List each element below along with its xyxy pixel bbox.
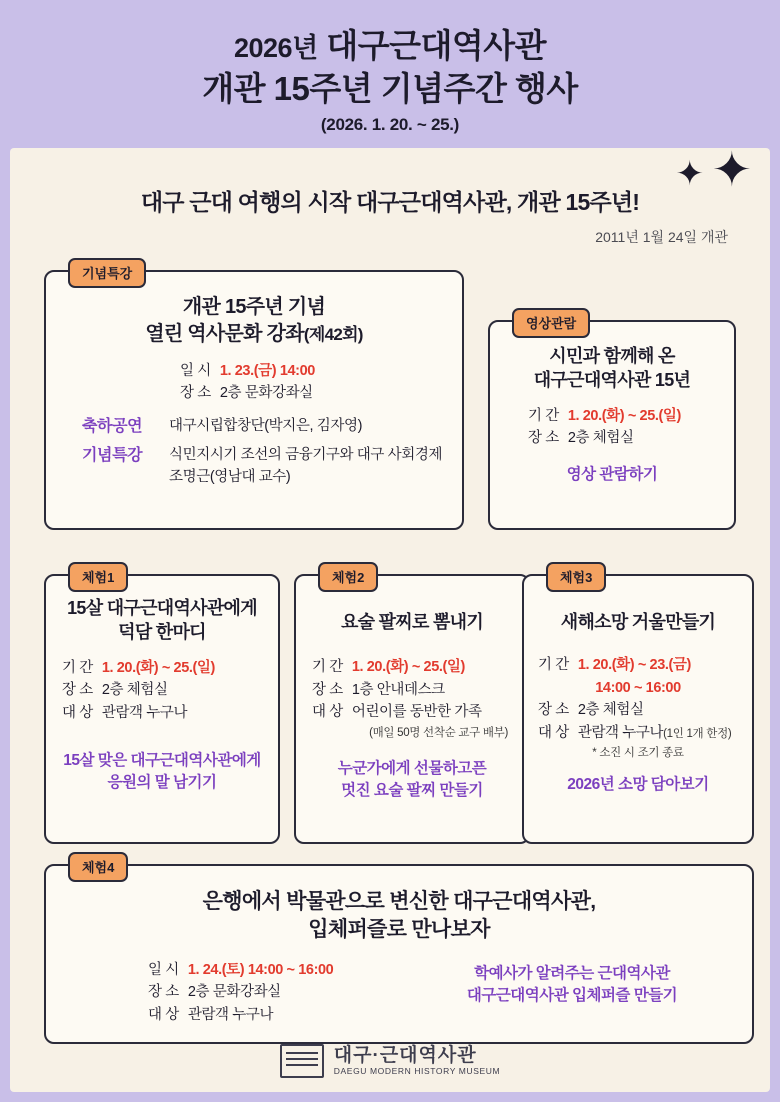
- value-period-start-day: (화): [601, 407, 625, 424]
- value-period-start-day: (화): [135, 659, 159, 676]
- value-period-end: ~ 25.: [408, 659, 443, 676]
- card-video-tag: 영상관람: [512, 308, 590, 338]
- value-place: 2층 체험실: [101, 682, 168, 699]
- value-target: 관람객 누구나: [577, 724, 664, 741]
- label-place: 장 소: [528, 430, 559, 447]
- value-date: 1. 24.: [187, 961, 222, 978]
- poster-dates: (2026. 1. 20. ~ 25.): [320, 114, 460, 134]
- label-place: 장 소: [312, 681, 343, 698]
- value-special-line2: 조명근(영남대 교수): [169, 469, 291, 486]
- card-video-row-period: [528, 405, 718, 427]
- card-video-row-place: [528, 427, 718, 449]
- label-target: 대 상: [312, 704, 343, 721]
- card-lecture-row-performance: [82, 415, 444, 440]
- value-time: 14:00 ~ 16:00: [244, 961, 334, 978]
- value-time: 14:00: [276, 363, 315, 379]
- value-period-start: 1. 20.: [101, 659, 136, 676]
- poster-header: [0, 0, 780, 148]
- card-experience-4-footer-line1: 학예사가 알려주는 근대역사관: [474, 964, 670, 982]
- card-lecture-tag: 기념특강: [68, 258, 146, 288]
- label-period: 기 간: [62, 659, 93, 676]
- row-target: [312, 701, 512, 723]
- value-period-start-day: (화): [611, 657, 635, 674]
- value-date: 1. 23.: [219, 363, 254, 379]
- card-experience-2: [294, 570, 530, 844]
- card-experience-3-footer-line1: 2026년 소망 담아보기: [567, 776, 709, 794]
- label-place: 장 소: [538, 702, 569, 719]
- label-target: 대 상: [538, 724, 569, 741]
- label-period: 기 간: [528, 407, 559, 424]
- poster-title-line2: 개관 15주년 기념주간 행사: [202, 70, 578, 108]
- value-period-start: 1. 20.: [567, 407, 602, 424]
- card-experience-1-info: [62, 657, 262, 724]
- label-target: 대 상: [62, 704, 93, 721]
- row-period: [312, 656, 512, 678]
- card-experience-4-footer-line2: 대구근대역사관 입체퍼즐 만들기: [466, 987, 678, 1005]
- card-lecture-row-place: [180, 382, 444, 404]
- row-place: [312, 679, 512, 701]
- value-place: 2층 체험실: [577, 702, 644, 719]
- card-experience-3-note: * 소진 시 조기 종료: [592, 747, 684, 760]
- title-main: 대구근대역사관: [326, 27, 546, 65]
- card-experience-2-title: [312, 610, 512, 634]
- card-experience-1-tag: 체험1: [68, 562, 128, 592]
- museum-logo-en: DAEGU MODERN HISTORY MUSEUM: [333, 1065, 501, 1076]
- value-place: 2층 체험실: [567, 430, 634, 447]
- card-experience-4-title-line2: 입체퍼즐로 만나보자: [308, 918, 490, 942]
- sparkle-icon-large: ✦: [711, 144, 752, 197]
- value-period-end: ~ 25.: [624, 407, 659, 424]
- sparkle-icon-small: ✦: [675, 155, 704, 193]
- row-target: [538, 722, 738, 744]
- card-experience-3-title-line1: 새해소망 거울만들기: [560, 612, 716, 632]
- value-period-start: 1. 20.: [577, 657, 612, 674]
- card-experience-1-footer: [62, 750, 262, 795]
- label-period: 기 간: [312, 659, 343, 676]
- card-video-info: [506, 405, 718, 450]
- intro-subheadline: 2011년 1월 24일 개관: [595, 229, 728, 245]
- value-period-end-day: (금): [668, 657, 691, 674]
- card-experience-2-footer-line1: 누군가에게 선물하고픈: [337, 759, 487, 777]
- card-experience-4-title-line1: 은행에서 박물관으로 변신한 대구근대역사관,: [202, 890, 596, 913]
- value-period-end-day: (일): [192, 659, 215, 676]
- card-lecture-title-line2: 열린 역사문화 강좌: [145, 323, 304, 345]
- card-experience-4: [44, 860, 754, 1044]
- label-target: 대 상: [148, 1006, 179, 1023]
- value-target: 관람객 누구나: [187, 1006, 274, 1023]
- value-target-note: (1인 1개 한정): [663, 727, 732, 740]
- label-place: 장 소: [180, 385, 211, 402]
- card-experience-1-footer-line2: 응원의 말 남기기: [107, 774, 217, 792]
- row-place: [62, 679, 262, 701]
- card-experience-1: [44, 570, 280, 844]
- poster-title-line1: [234, 27, 546, 65]
- row-target: [62, 702, 262, 724]
- value-period-end: ~ 25.: [158, 659, 193, 676]
- label-period: 기 간: [538, 657, 569, 674]
- value-place: 2층 문화강좌실: [219, 385, 313, 402]
- value-special-line1: 식민지시기 조선의 금융기구와 대구 사회경제: [169, 446, 443, 463]
- intro-headline: 대구 근대 여행의 시작 대구근대역사관, 개관 15주년!: [140, 189, 640, 215]
- value-period-end-day: (일): [658, 407, 681, 424]
- card-experience-3-footer: [538, 774, 738, 796]
- card-experience-2-note: (매일 50명 선착순 교구 배부): [369, 726, 508, 739]
- title-year: 2026년: [234, 33, 318, 64]
- value-performance: 대구시립합창단(박지은, 김자영): [169, 417, 363, 434]
- value-period-end: ~ 23.: [634, 657, 669, 674]
- label-datetime: 일 시: [180, 363, 211, 379]
- row-time: [538, 677, 738, 699]
- museum-logo: [10, 1044, 770, 1078]
- card-experience-1-title-line2: 덕담 한마디: [118, 622, 206, 643]
- card-experience-2-title-line1: 요술 팔찌로 뽐내기: [340, 612, 484, 632]
- museum-logo-kr: 대구·근대역사관: [333, 1044, 477, 1066]
- value-date-day: (토): [221, 961, 245, 978]
- card-video-title: [506, 344, 718, 393]
- label-datetime: 일 시: [148, 961, 179, 978]
- card-lecture-row-special: [82, 444, 444, 489]
- value-place: 2층 문화강좌실: [187, 984, 281, 1001]
- card-lecture-row-datetime: [180, 360, 444, 382]
- label-performance: 축하공연: [82, 417, 143, 435]
- card-experience-2-footer-line2: 멋진 요술 팔찌 만들기: [341, 782, 483, 800]
- card-experience-1-footer-line1: 15살 맞은 대구근대역사관에게: [63, 752, 261, 769]
- card-experience-1-title: [62, 596, 262, 645]
- row-period: [538, 654, 738, 676]
- card-lecture-title-suffix: (제42회): [303, 325, 363, 344]
- poster-body: [10, 144, 770, 1092]
- card-experience-1-title-line1: 15살 대구근대역사관에게: [67, 598, 257, 618]
- value-period-start: 1. 20.: [351, 659, 386, 676]
- card-experience-4-footer: [412, 959, 732, 1008]
- card-video-title-line1: 시민과 함께해 온: [549, 346, 675, 366]
- row-period: [62, 657, 262, 679]
- card-video-footer: 영상 관람하기: [566, 465, 658, 483]
- row-datetime: [148, 959, 396, 981]
- card-lecture-extra: [64, 415, 444, 489]
- row-target: [148, 1004, 396, 1026]
- card-experience-3-info: [538, 654, 738, 760]
- card-experience-4-info: [66, 959, 396, 1026]
- value-place: 1층 안내데스크: [351, 681, 445, 698]
- card-video-title-line2: 대구근대역사관 15년: [533, 370, 691, 391]
- label-special: 기념특강: [82, 446, 143, 464]
- card-video: [488, 316, 736, 530]
- card-experience-2-tag: 체험2: [318, 562, 378, 592]
- card-experience-4-title: [66, 888, 732, 945]
- value-target: 어린이를 동반한 가족: [351, 704, 482, 721]
- card-experience-2-footer: [312, 758, 512, 803]
- card-experience-3-tag: 체험3: [546, 562, 606, 592]
- card-lecture-info: [64, 360, 444, 405]
- card-experience-3-title: [538, 610, 738, 634]
- value-period-start-day: (화): [385, 659, 409, 676]
- card-experience-3: [522, 570, 754, 844]
- value-date-day: (금): [253, 363, 277, 379]
- value-target: 관람객 누구나: [101, 704, 188, 721]
- label-place: 장 소: [62, 682, 93, 699]
- value-time: 14:00 ~ 16:00: [595, 679, 681, 696]
- card-experience-4-body: [66, 959, 732, 1026]
- card-lecture: [44, 266, 464, 530]
- row-place: [538, 699, 738, 721]
- value-period-end-day: (일): [442, 659, 465, 676]
- card-experience-2-info: [312, 656, 512, 739]
- card-lecture-title-line1: 개관 15주년 기념: [182, 296, 326, 318]
- museum-building-icon: [280, 1044, 324, 1078]
- label-place: 장 소: [148, 984, 179, 1001]
- card-lecture-title: [64, 294, 444, 348]
- card-experience-4-tag: 체험4: [68, 852, 128, 882]
- row-place: [148, 981, 396, 1003]
- card-lecture-title-line2-wrap: [64, 321, 444, 348]
